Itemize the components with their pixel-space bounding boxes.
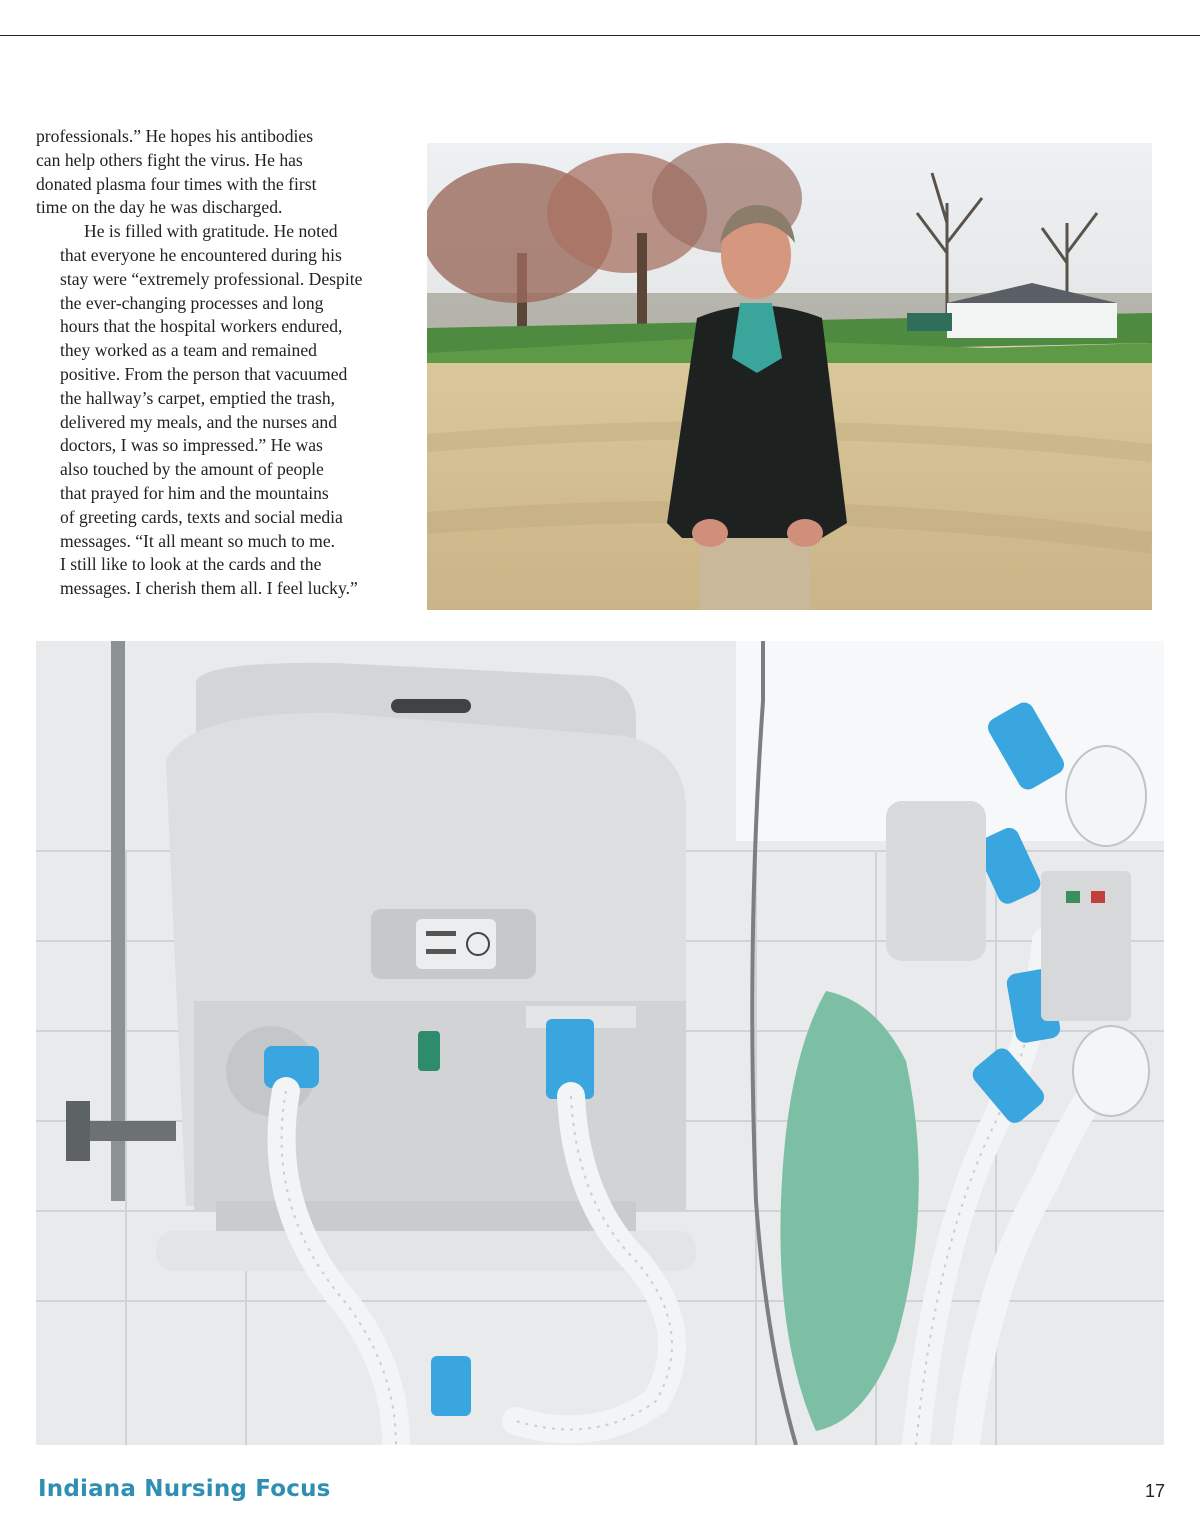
ventilator-illustration — [36, 641, 1164, 1445]
text-line: the hallway’s carpet, emptied the trash, — [60, 387, 336, 408]
ventilator-photo — [36, 641, 1164, 1445]
ventilator-unit — [156, 663, 696, 1271]
text-line: also touched by the amount of people — [60, 459, 324, 480]
text-line: delivered my meals, and the nurses and — [60, 411, 338, 432]
text-line: that prayed for him and the mountains — [60, 482, 329, 503]
text-line: messages. “It all meant so much to me. — [60, 530, 336, 551]
text-line: they worked as a team and remained — [60, 340, 317, 361]
text-line: messages. I cherish them all. I feel lucky.” — [60, 578, 358, 599]
text-line: stay were “extremely professional. Despite — [60, 268, 363, 289]
top-rule — [0, 35, 1200, 36]
article-column — [36, 125, 388, 601]
text-line: professionals.” He hopes his antibodies — [36, 126, 314, 146]
paragraph-2 — [36, 220, 388, 601]
text-line: can help others fight the virus. He has — [36, 149, 303, 170]
text-line: time on the day he was discharged. — [36, 197, 283, 218]
golf-course-photo — [427, 143, 1152, 610]
text-line: hours that the hospital workers endured, — [60, 316, 343, 337]
paragraph-1 — [36, 125, 388, 220]
text-line: I still like to look at the cards and the — [60, 554, 322, 575]
text-line: positive. From the person that vacuumed — [60, 363, 348, 384]
text-line: of greeting cards, texts and social media — [60, 506, 343, 527]
text-line: that everyone he encountered during his — [60, 244, 342, 265]
publication-title: Indiana Nursing Focus — [38, 1476, 331, 1502]
golf-course-illustration — [427, 143, 1152, 610]
text-line: the ever-changing processes and long — [60, 292, 324, 313]
text-line: doctors, I was so impressed.” He was — [60, 435, 323, 456]
page-number: 17 — [1144, 1481, 1165, 1501]
text-line: He is filled with gratitude. He noted — [84, 221, 338, 242]
text-line: donated plasma four times with the first — [36, 173, 317, 194]
